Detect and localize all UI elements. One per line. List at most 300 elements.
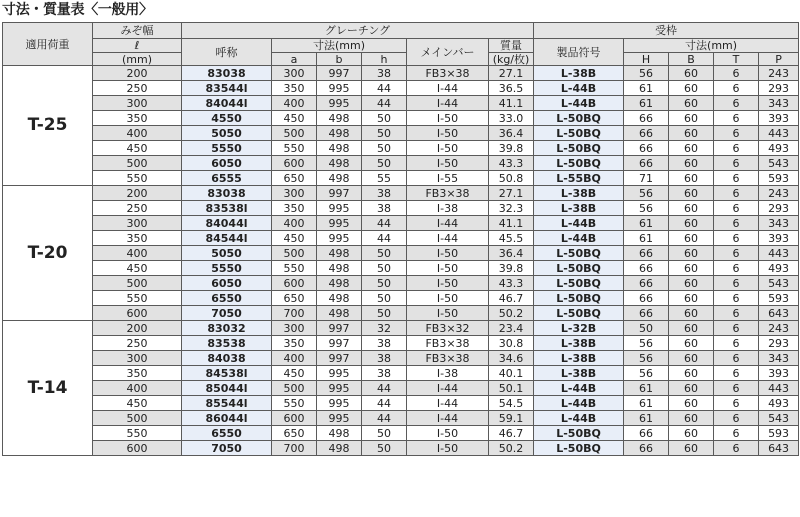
cell-frame-T: 6	[714, 306, 759, 321]
cell-frame-T: 6	[714, 201, 759, 216]
table-row	[3, 186, 799, 201]
header-b: b	[317, 53, 362, 66]
cell-dim-b: 995	[317, 411, 362, 426]
cell-frame-P: 243	[759, 321, 799, 336]
cell-frame-P: 493	[759, 141, 799, 156]
cell-groove-width: 350	[93, 111, 182, 126]
cell-groove-width: 250	[93, 336, 182, 351]
cell-product-code: L-50BQ	[534, 426, 624, 441]
cell-dim-h: 50	[362, 126, 407, 141]
cell-dim-h: 44	[362, 381, 407, 396]
cell-dim-b: 498	[317, 141, 362, 156]
table-row	[3, 336, 799, 351]
cell-frame-B: 60	[669, 96, 714, 111]
cell-mass: 59.1	[489, 411, 534, 426]
cell-frame-H: 61	[624, 381, 669, 396]
cell-groove-width: 400	[93, 381, 182, 396]
cell-frame-P: 243	[759, 186, 799, 201]
cell-frame-B: 60	[669, 66, 714, 81]
cell-product-code: L-38B	[534, 66, 624, 81]
cell-dim-a: 700	[272, 441, 317, 456]
cell-dim-a: 550	[272, 396, 317, 411]
cell-name: 5550	[182, 261, 272, 276]
cell-mass: 30.8	[489, 336, 534, 351]
cell-name: 84544l	[182, 231, 272, 246]
cell-dim-h: 38	[362, 66, 407, 81]
cell-mass: 27.1	[489, 66, 534, 81]
header-width-unit: (mm)	[93, 53, 182, 66]
cell-name: 7050	[182, 306, 272, 321]
table-row	[3, 231, 799, 246]
header-grating: グレーチング	[182, 23, 534, 39]
cell-main-bar: I-38	[407, 366, 489, 381]
cell-frame-T: 6	[714, 246, 759, 261]
cell-product-code: L-50BQ	[534, 261, 624, 276]
load-class-cell: T-14	[3, 321, 93, 456]
cell-frame-P: 493	[759, 261, 799, 276]
cell-mass: 39.8	[489, 261, 534, 276]
cell-frame-H: 66	[624, 126, 669, 141]
cell-name: 6050	[182, 156, 272, 171]
cell-name: 6550	[182, 291, 272, 306]
cell-frame-T: 6	[714, 231, 759, 246]
cell-frame-T: 6	[714, 411, 759, 426]
table-row	[3, 291, 799, 306]
cell-mass: 34.6	[489, 351, 534, 366]
cell-frame-B: 60	[669, 441, 714, 456]
cell-frame-B: 60	[669, 321, 714, 336]
cell-mass: 43.3	[489, 156, 534, 171]
cell-dim-b: 498	[317, 291, 362, 306]
cell-groove-width: 300	[93, 216, 182, 231]
dimension-mass-table	[2, 22, 799, 456]
cell-main-bar: FB3×32	[407, 321, 489, 336]
cell-mass: 50.2	[489, 441, 534, 456]
table-row	[3, 96, 799, 111]
cell-main-bar: I-55	[407, 171, 489, 186]
cell-frame-P: 293	[759, 336, 799, 351]
header-frame-dim: 寸法(mm)	[624, 39, 799, 53]
cell-name: 7050	[182, 441, 272, 456]
cell-product-code: L-44B	[534, 81, 624, 96]
cell-frame-H: 56	[624, 336, 669, 351]
table-row	[3, 426, 799, 441]
cell-frame-H: 66	[624, 111, 669, 126]
cell-dim-a: 400	[272, 96, 317, 111]
cell-mass: 50.2	[489, 306, 534, 321]
table-row	[3, 156, 799, 171]
cell-mass: 45.5	[489, 231, 534, 246]
cell-dim-b: 498	[317, 156, 362, 171]
cell-frame-T: 6	[714, 111, 759, 126]
table-row	[3, 201, 799, 216]
cell-product-code: L-50BQ	[534, 246, 624, 261]
table-row	[3, 246, 799, 261]
cell-frame-P: 593	[759, 171, 799, 186]
cell-mass: 23.4	[489, 321, 534, 336]
cell-dim-b: 498	[317, 441, 362, 456]
cell-frame-P: 643	[759, 306, 799, 321]
cell-dim-a: 650	[272, 426, 317, 441]
header-width: みぞ幅	[93, 23, 182, 39]
cell-dim-a: 300	[272, 321, 317, 336]
cell-main-bar: I-50	[407, 246, 489, 261]
cell-name: 6050	[182, 276, 272, 291]
cell-groove-width: 550	[93, 426, 182, 441]
cell-frame-H: 50	[624, 321, 669, 336]
cell-dim-b: 498	[317, 276, 362, 291]
cell-dim-b: 995	[317, 216, 362, 231]
cell-main-bar: I-50	[407, 441, 489, 456]
cell-main-bar: I-44	[407, 381, 489, 396]
cell-frame-B: 60	[669, 81, 714, 96]
cell-dim-a: 500	[272, 126, 317, 141]
cell-frame-H: 66	[624, 261, 669, 276]
cell-main-bar: I-44	[407, 96, 489, 111]
cell-frame-H: 61	[624, 81, 669, 96]
cell-dim-h: 44	[362, 396, 407, 411]
cell-dim-b: 995	[317, 381, 362, 396]
cell-groove-width: 500	[93, 156, 182, 171]
cell-frame-T: 6	[714, 276, 759, 291]
cell-dim-a: 450	[272, 111, 317, 126]
cell-frame-B: 60	[669, 156, 714, 171]
cell-frame-H: 61	[624, 231, 669, 246]
cell-frame-H: 56	[624, 66, 669, 81]
cell-frame-H: 66	[624, 306, 669, 321]
cell-dim-h: 50	[362, 441, 407, 456]
cell-frame-B: 60	[669, 351, 714, 366]
cell-dim-a: 450	[272, 231, 317, 246]
cell-dim-b: 995	[317, 81, 362, 96]
cell-frame-T: 6	[714, 366, 759, 381]
cell-frame-B: 60	[669, 336, 714, 351]
cell-frame-T: 6	[714, 141, 759, 156]
cell-product-code: L-50BQ	[534, 126, 624, 141]
table-row	[3, 216, 799, 231]
header-main-bar: メインバー	[407, 39, 489, 66]
cell-frame-P: 593	[759, 426, 799, 441]
cell-main-bar: I-38	[407, 201, 489, 216]
table-row	[3, 261, 799, 276]
cell-dim-a: 600	[272, 156, 317, 171]
cell-frame-B: 60	[669, 201, 714, 216]
cell-dim-a: 500	[272, 246, 317, 261]
cell-groove-width: 550	[93, 291, 182, 306]
cell-dim-a: 500	[272, 381, 317, 396]
cell-dim-b: 997	[317, 186, 362, 201]
cell-frame-B: 60	[669, 261, 714, 276]
cell-frame-B: 60	[669, 171, 714, 186]
cell-frame-B: 60	[669, 276, 714, 291]
cell-mass: 43.3	[489, 276, 534, 291]
cell-frame-B: 60	[669, 111, 714, 126]
cell-frame-T: 6	[714, 216, 759, 231]
cell-groove-width: 500	[93, 276, 182, 291]
cell-frame-H: 61	[624, 396, 669, 411]
cell-dim-b: 997	[317, 351, 362, 366]
cell-frame-P: 543	[759, 411, 799, 426]
cell-frame-B: 60	[669, 366, 714, 381]
header-H: H	[624, 53, 669, 66]
cell-frame-B: 60	[669, 231, 714, 246]
table-row	[3, 171, 799, 186]
cell-product-code: L-44B	[534, 96, 624, 111]
cell-main-bar: I-50	[407, 141, 489, 156]
cell-dim-b: 995	[317, 96, 362, 111]
cell-name: 6555	[182, 171, 272, 186]
table-row	[3, 441, 799, 456]
cell-dim-b: 997	[317, 321, 362, 336]
cell-dim-b: 498	[317, 126, 362, 141]
cell-product-code: L-44B	[534, 411, 624, 426]
cell-mass: 27.1	[489, 186, 534, 201]
cell-groove-width: 550	[93, 171, 182, 186]
cell-frame-H: 61	[624, 96, 669, 111]
cell-frame-H: 56	[624, 351, 669, 366]
cell-dim-b: 995	[317, 396, 362, 411]
table-row	[3, 396, 799, 411]
cell-product-code: L-38B	[534, 366, 624, 381]
cell-mass: 32.3	[489, 201, 534, 216]
cell-dim-a: 700	[272, 306, 317, 321]
cell-groove-width: 400	[93, 246, 182, 261]
page-title: 寸法・質量表〈一般用〉	[2, 2, 153, 18]
cell-main-bar: FB3×38	[407, 336, 489, 351]
cell-frame-B: 60	[669, 216, 714, 231]
header-width-symbol: ℓ	[93, 39, 182, 53]
cell-frame-P: 493	[759, 396, 799, 411]
cell-dim-h: 50	[362, 426, 407, 441]
cell-dim-h: 50	[362, 141, 407, 156]
cell-groove-width: 450	[93, 141, 182, 156]
cell-name: 5050	[182, 126, 272, 141]
cell-frame-B: 60	[669, 126, 714, 141]
cell-dim-h: 50	[362, 156, 407, 171]
table-row	[3, 111, 799, 126]
cell-mass: 33.0	[489, 111, 534, 126]
cell-frame-T: 6	[714, 351, 759, 366]
cell-dim-h: 50	[362, 111, 407, 126]
cell-frame-T: 6	[714, 171, 759, 186]
cell-frame-T: 6	[714, 261, 759, 276]
cell-frame-P: 593	[759, 291, 799, 306]
cell-main-bar: I-50	[407, 126, 489, 141]
cell-frame-P: 443	[759, 381, 799, 396]
cell-dim-h: 44	[362, 411, 407, 426]
load-class-cell: T-25	[3, 66, 93, 186]
cell-dim-a: 400	[272, 351, 317, 366]
cell-frame-H: 56	[624, 201, 669, 216]
table-row	[3, 381, 799, 396]
cell-dim-a: 600	[272, 411, 317, 426]
cell-dim-b: 995	[317, 231, 362, 246]
cell-frame-P: 293	[759, 201, 799, 216]
cell-groove-width: 400	[93, 126, 182, 141]
cell-main-bar: I-44	[407, 396, 489, 411]
cell-frame-T: 6	[714, 291, 759, 306]
cell-product-code: L-38B	[534, 351, 624, 366]
cell-dim-h: 50	[362, 261, 407, 276]
table-row	[3, 126, 799, 141]
cell-name: 83538	[182, 336, 272, 351]
cell-frame-H: 61	[624, 216, 669, 231]
cell-main-bar: I-50	[407, 291, 489, 306]
cell-dim-h: 44	[362, 81, 407, 96]
cell-product-code: L-50BQ	[534, 276, 624, 291]
header-mass-unit: (kg/枚)	[489, 53, 534, 66]
cell-dim-h: 50	[362, 276, 407, 291]
cell-name: 6550	[182, 426, 272, 441]
cell-dim-a: 300	[272, 66, 317, 81]
header-product-code: 製品符号	[534, 39, 624, 66]
cell-frame-T: 6	[714, 81, 759, 96]
cell-name: 83544l	[182, 81, 272, 96]
cell-mass: 41.1	[489, 96, 534, 111]
cell-frame-B: 60	[669, 306, 714, 321]
cell-dim-a: 600	[272, 276, 317, 291]
cell-frame-T: 6	[714, 381, 759, 396]
table-row	[3, 81, 799, 96]
cell-frame-B: 60	[669, 291, 714, 306]
cell-name: 83038	[182, 186, 272, 201]
cell-name: 84038	[182, 351, 272, 366]
cell-frame-B: 60	[669, 246, 714, 261]
cell-mass: 36.4	[489, 126, 534, 141]
cell-frame-P: 393	[759, 366, 799, 381]
cell-dim-a: 650	[272, 171, 317, 186]
cell-dim-a: 350	[272, 336, 317, 351]
cell-name: 83038	[182, 66, 272, 81]
cell-dim-b: 498	[317, 306, 362, 321]
cell-frame-H: 66	[624, 156, 669, 171]
cell-dim-b: 995	[317, 201, 362, 216]
header-P: P	[759, 53, 799, 66]
cell-frame-T: 6	[714, 441, 759, 456]
cell-frame-H: 66	[624, 276, 669, 291]
cell-mass: 36.4	[489, 246, 534, 261]
cell-groove-width: 250	[93, 81, 182, 96]
cell-mass: 39.8	[489, 141, 534, 156]
cell-main-bar: FB3×38	[407, 66, 489, 81]
cell-frame-H: 66	[624, 246, 669, 261]
cell-product-code: L-44B	[534, 216, 624, 231]
load-class-cell: T-20	[3, 186, 93, 321]
cell-dim-a: 450	[272, 366, 317, 381]
cell-main-bar: I-50	[407, 426, 489, 441]
cell-name: 85544l	[182, 396, 272, 411]
cell-groove-width: 500	[93, 411, 182, 426]
cell-name: 83538l	[182, 201, 272, 216]
cell-dim-h: 50	[362, 291, 407, 306]
cell-product-code: L-50BQ	[534, 111, 624, 126]
cell-name: 84044l	[182, 96, 272, 111]
cell-frame-T: 6	[714, 186, 759, 201]
cell-groove-width: 250	[93, 201, 182, 216]
cell-name: 85044l	[182, 381, 272, 396]
cell-product-code: L-50BQ	[534, 441, 624, 456]
cell-mass: 46.7	[489, 291, 534, 306]
cell-product-code: L-38B	[534, 336, 624, 351]
cell-dim-a: 300	[272, 186, 317, 201]
cell-frame-P: 393	[759, 231, 799, 246]
cell-frame-B: 60	[669, 411, 714, 426]
table-row	[3, 66, 799, 81]
cell-groove-width: 450	[93, 396, 182, 411]
cell-groove-width: 200	[93, 186, 182, 201]
header-grating-dim: 寸法(mm)	[272, 39, 407, 53]
cell-frame-T: 6	[714, 336, 759, 351]
cell-frame-T: 6	[714, 66, 759, 81]
table-row	[3, 321, 799, 336]
cell-dim-b: 498	[317, 111, 362, 126]
cell-frame-H: 61	[624, 411, 669, 426]
cell-main-bar: I-44	[407, 411, 489, 426]
cell-dim-h: 44	[362, 96, 407, 111]
cell-name: 86044l	[182, 411, 272, 426]
header-a: a	[272, 53, 317, 66]
cell-mass: 41.1	[489, 216, 534, 231]
cell-product-code: L-38B	[534, 201, 624, 216]
cell-dim-a: 550	[272, 141, 317, 156]
cell-frame-T: 6	[714, 156, 759, 171]
cell-frame-B: 60	[669, 381, 714, 396]
cell-groove-width: 350	[93, 366, 182, 381]
cell-product-code: L-50BQ	[534, 306, 624, 321]
cell-product-code: L-32B	[534, 321, 624, 336]
cell-dim-a: 650	[272, 291, 317, 306]
cell-main-bar: I-44	[407, 231, 489, 246]
cell-frame-T: 6	[714, 321, 759, 336]
cell-dim-a: 350	[272, 81, 317, 96]
cell-frame-B: 60	[669, 426, 714, 441]
cell-main-bar: FB3×38	[407, 351, 489, 366]
cell-frame-P: 343	[759, 216, 799, 231]
cell-main-bar: I-44	[407, 81, 489, 96]
table-row	[3, 141, 799, 156]
cell-main-bar: I-50	[407, 306, 489, 321]
cell-frame-T: 6	[714, 396, 759, 411]
cell-dim-h: 38	[362, 336, 407, 351]
cell-groove-width: 200	[93, 321, 182, 336]
cell-dim-a: 550	[272, 261, 317, 276]
cell-dim-h: 38	[362, 351, 407, 366]
cell-frame-P: 343	[759, 351, 799, 366]
cell-name: 4550	[182, 111, 272, 126]
cell-frame-H: 71	[624, 171, 669, 186]
cell-frame-H: 66	[624, 426, 669, 441]
cell-dim-h: 50	[362, 246, 407, 261]
header-B: B	[669, 53, 714, 66]
cell-groove-width: 600	[93, 441, 182, 456]
cell-dim-b: 997	[317, 336, 362, 351]
cell-frame-T: 6	[714, 426, 759, 441]
table-body	[3, 66, 799, 456]
cell-frame-H: 56	[624, 186, 669, 201]
header-h: h	[362, 53, 407, 66]
cell-mass: 54.5	[489, 396, 534, 411]
table-row	[3, 351, 799, 366]
cell-name: 84538l	[182, 366, 272, 381]
cell-name: 5550	[182, 141, 272, 156]
cell-dim-a: 350	[272, 201, 317, 216]
cell-dim-h: 44	[362, 216, 407, 231]
cell-mass: 46.7	[489, 426, 534, 441]
cell-dim-h: 55	[362, 171, 407, 186]
cell-main-bar: I-50	[407, 156, 489, 171]
cell-name: 84044l	[182, 216, 272, 231]
cell-dim-b: 997	[317, 66, 362, 81]
